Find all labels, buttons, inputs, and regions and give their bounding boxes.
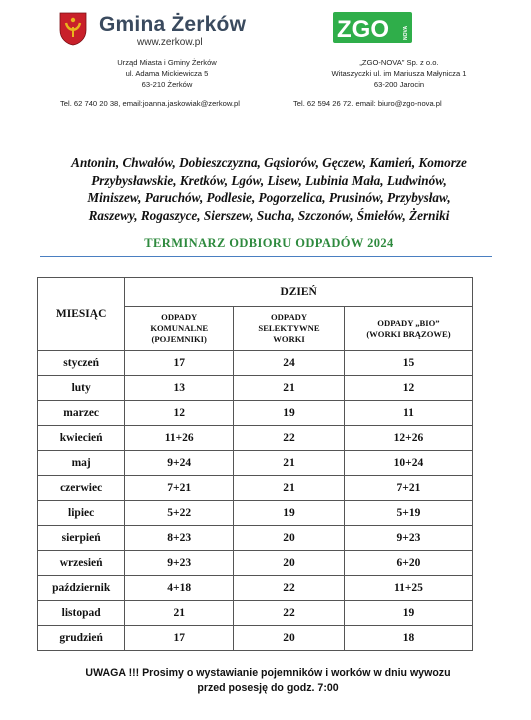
header-komunalne-line: KOMUNALNE [150,323,209,333]
zgo-contact: Tel. 62 594 26 72. email: biuro@zgo-nova.pl [293,99,442,108]
table-row [38,426,473,451]
cell-bio: 11 [344,401,472,426]
cell-selektywne: 19 [234,501,345,526]
cell-komunalne: 8+23 [125,526,234,551]
cell-selektywne: 21 [234,376,345,401]
locations-line: Antonin, Chwałów, Dobieszczyzna, Gąsiorów, Gęczew, Kamień, Komorze [71,155,467,170]
cell-komunalne: 17 [125,351,234,376]
table-row [38,476,473,501]
table-row [38,351,473,376]
cell-bio: 12+26 [344,426,472,451]
cell-month: maj [38,451,125,476]
zgo-logo-small-text: NOVA [403,25,409,40]
table-row [38,401,473,426]
header-bio-line: (WORKI BRĄZOWE) [366,328,451,339]
cell-komunalne: 5+22 [125,501,234,526]
header-komunalne [125,307,234,351]
cell-selektywne: 24 [234,351,345,376]
table-row [38,376,473,401]
table-row [38,451,473,476]
cell-month: październik [38,576,125,601]
cell-komunalne: 12 [125,401,234,426]
table-row [38,576,473,601]
gmina-crest-icon [59,12,87,46]
cell-bio: 12 [344,376,472,401]
table-header-row [38,278,473,307]
cell-bio: 10+24 [344,451,472,476]
cell-month: sierpień [38,526,125,551]
gmina-url: www.zerkow.pl [137,37,203,48]
cell-selektywne: 20 [234,626,345,651]
locations-line: Przybysławskie, Kretków, Lgów, Lisew, Lubinia Mała, Ludwinów, [91,172,447,188]
gmina-address [60,57,274,109]
cell-komunalne: 17 [125,626,234,651]
header-komunalne-line: (POJEMNIKI) [151,334,207,344]
gmina-address-line: ul. Adama Mickiewicza 5 [125,69,209,78]
cell-komunalne: 7+21 [125,476,234,501]
cell-komunalne: 9+23 [125,551,234,576]
cell-bio: 9+23 [344,526,472,551]
cell-selektywne: 21 [234,451,345,476]
cell-selektywne: 22 [234,426,345,451]
gmina-title: Gmina Żerków [99,13,247,36]
cell-month: styczeń [38,351,125,376]
cell-komunalne: 4+18 [125,576,234,601]
cell-month: luty [38,376,125,401]
zgo-address-line: 63-200 Jarocin [373,80,425,89]
notice-line: UWAGA !!! Prosimy o wystawianie pojemników i worków w dniu wywozu [85,667,451,679]
zgo-address [293,57,505,109]
schedule-title: TERMINARZ ODBIORU ODPADÓW 2024 [144,236,394,250]
cell-bio: 18 [344,626,472,651]
zgo-address-line: Witaszyczki ul. im Mariusza Małynicza 1 [331,69,467,78]
title-divider [40,256,492,257]
cell-bio: 15 [344,351,472,376]
locations-line: Raszewy, Rogaszyce, Sierszew, Sucha, Szczonów, Śmiełów, Żerniki [88,207,450,223]
notice-line: przed posesję do godz. 7:00 [197,682,339,694]
cell-bio: 19 [344,601,472,626]
header-komunalne-line: ODPADY [161,312,198,322]
gmina-address-line: 63-210 Żerków [141,80,193,89]
cell-month: kwiecień [38,426,125,451]
table-row [38,501,473,526]
table-row [38,526,473,551]
cell-komunalne: 21 [125,601,234,626]
header-selektywne-line: ODPADY [270,312,308,322]
cell-selektywne: 21 [234,476,345,501]
cell-month: czerwiec [38,476,125,501]
gmina-address-line: Urząd Miasta i Gminy Żerków [117,58,217,67]
cell-komunalne: 13 [125,376,234,401]
schedule-table [37,277,473,651]
collection-notice [30,666,506,696]
header-selektywne-line: WORKI [273,334,305,344]
cell-komunalne: 11+26 [125,426,234,451]
cell-selektywne: 22 [234,601,345,626]
zgo-logo-text: ZGO [337,16,389,43]
cell-month: marzec [38,401,125,426]
gmina-contact: Tel. 62 740 20 38, email:joanna.jaskowiak@zerkow.pl [60,99,240,108]
cell-bio: 11+25 [344,576,472,601]
table-row [38,551,473,576]
cell-month: lipiec [38,501,125,526]
cell-month: grudzień [38,626,125,651]
locations-list [40,154,498,224]
cell-selektywne: 20 [234,526,345,551]
cell-bio: 6+20 [344,551,472,576]
cell-month: wrzesień [38,551,125,576]
cell-bio: 7+21 [344,476,472,501]
locations-line: Miniszew, Paruchów, Podlesie, Pogorzelica, Prusinów, Przybysław, [87,190,451,205]
cell-selektywne: 20 [234,551,345,576]
cell-komunalne: 9+24 [125,451,234,476]
header-bio [344,307,472,351]
header-day: DZIEŃ [125,278,473,307]
table-row [38,601,473,626]
header-selektywne-line: SELEKTYWNE [258,323,320,333]
header-bio-line: ODPADY „BIO” [377,317,440,328]
header-month: MIESIĄC [38,278,125,351]
cell-month: listopad [38,601,125,626]
zgo-address-line: „ZGO-NOVA” Sp. z o.o. [359,58,439,67]
cell-selektywne: 22 [234,576,345,601]
table-row [38,626,473,651]
cell-bio: 5+19 [344,501,472,526]
zgo-nova-logo [333,12,412,43]
header-selektywne [234,307,345,351]
cell-selektywne: 19 [234,401,345,426]
